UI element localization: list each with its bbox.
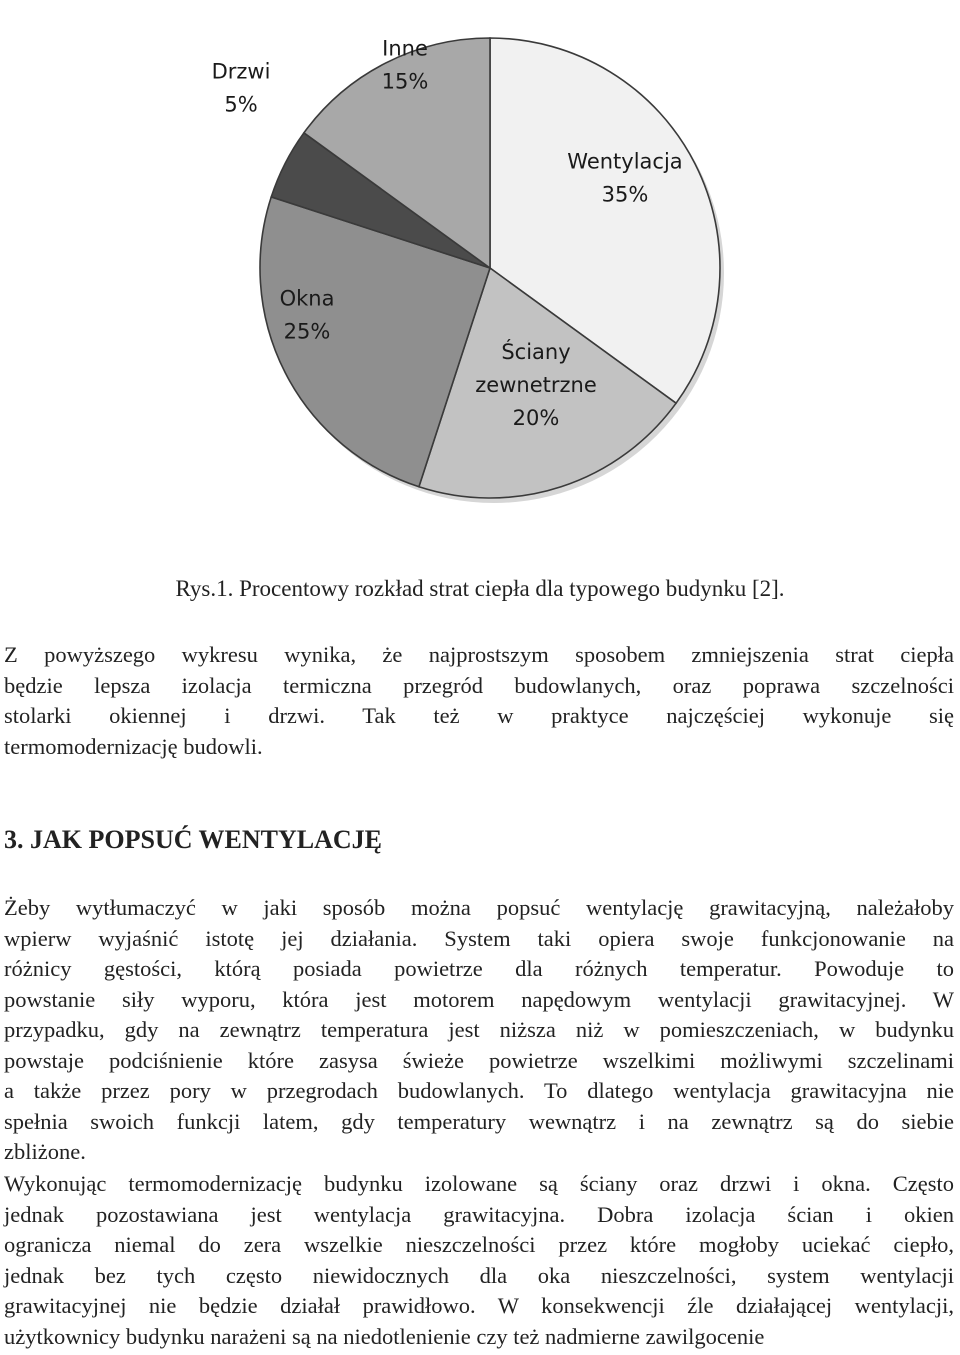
paragraph3-line: grawitacyjnej nie będzie działał prawidłowo. W konsekwencji źle działającej wentylacji, bbox=[4, 1293, 954, 1318]
figure-caption: Rys.1. Procentowy rozkład strat ciepła dla typowego budynku [2]. bbox=[175, 576, 785, 601]
paragraph1-line: termomodernizację budowli. bbox=[4, 733, 263, 759]
paragraph1-line: Z powyższego wykresu wynika, że najprostszym sposobem zmniejszenia strat ciepła bbox=[4, 642, 954, 667]
paragraph2-line: zbliżone. bbox=[4, 1139, 86, 1164]
section-heading: 3. JAK POPSUĆ WENTYLACJĘ bbox=[4, 825, 383, 854]
paragraph2-line: różnicy gęstości, którą posiada powietrze dla różnych temperatur. Powoduje to bbox=[4, 956, 954, 981]
paragraph3-line: Wykonując termomodernizację budynku izolowane są ściany oraz drzwi i okna. Często bbox=[4, 1171, 954, 1196]
paragraph2-line: powstaje podciśnienie które zasysa świeże powietrze wszelkimi możliwymi szczelinami bbox=[4, 1047, 954, 1073]
pie-label-2: Ściany zewnetrzne 20% bbox=[475, 340, 597, 430]
paragraph2-line: wpierw wyjaśnić istotę jej działania. System taki opiera swoje funkcjonowanie na bbox=[4, 925, 954, 951]
paragraph3-line: jednak bez tych często niewidocznych dla oka nieszczelności, system wentylacji bbox=[4, 1262, 954, 1288]
pie-label-1: Wentylacja 35% bbox=[567, 149, 683, 207]
pie-chart bbox=[0, 0, 960, 560]
pie-label-3: Okna 25% bbox=[279, 286, 335, 344]
paragraph2-line: powstanie siły wyporu, która jest motorem napędowym wentylacji grawitacyjnej. W bbox=[4, 986, 954, 1012]
paragraph2-line: a także przez pory w przegrodach budowlanych. To dlatego wentylacja grawitacyjna nie bbox=[4, 1078, 954, 1103]
paragraph3-line: ogranicza niemal do zera wszelkie nieszczelności przez które mogłoby uciekać ciepło, bbox=[4, 1232, 954, 1257]
pie-slices bbox=[260, 38, 724, 503]
pie-label-4: Drzwi 5% bbox=[211, 59, 271, 117]
paragraph3-line: jednak pozostawiana jest wentylacja grawitacyjna. Dobra izolacja ścian i okien bbox=[4, 1201, 954, 1227]
paragraph2-line: przypadku, gdy na zewnątrz temperatura jest niższa niż w pomieszczeniach, w budynku bbox=[4, 1017, 954, 1042]
paragraph-1 bbox=[4, 640, 954, 762]
paragraph3-line: użytkownicy budynku narażeni są na niedotlenienie czy też nadmierne zawilgocenie bbox=[4, 1323, 765, 1349]
paragraph-2 bbox=[4, 893, 954, 1168]
paragraph-3 bbox=[4, 1169, 954, 1352]
paragraph1-line: stolarki okiennej i drzwi. Tak też w praktyce najczęściej wykonuje się bbox=[4, 703, 954, 728]
paragraph2-line: spełnia swoich funkcji latem, gdy temperatury wewnątrz i na zewnątrz są do siebie bbox=[4, 1108, 954, 1134]
paragraph1-line: będzie lepsza izolacja termiczna przegród budowlanych, oraz poprawa szczelności bbox=[4, 672, 954, 698]
paragraph2-line: Żeby wytłumaczyć w jaki sposób można popsuć wentylację grawitacyjną, należałoby bbox=[4, 895, 954, 920]
pie-label-5: Inne 15% bbox=[381, 36, 429, 94]
